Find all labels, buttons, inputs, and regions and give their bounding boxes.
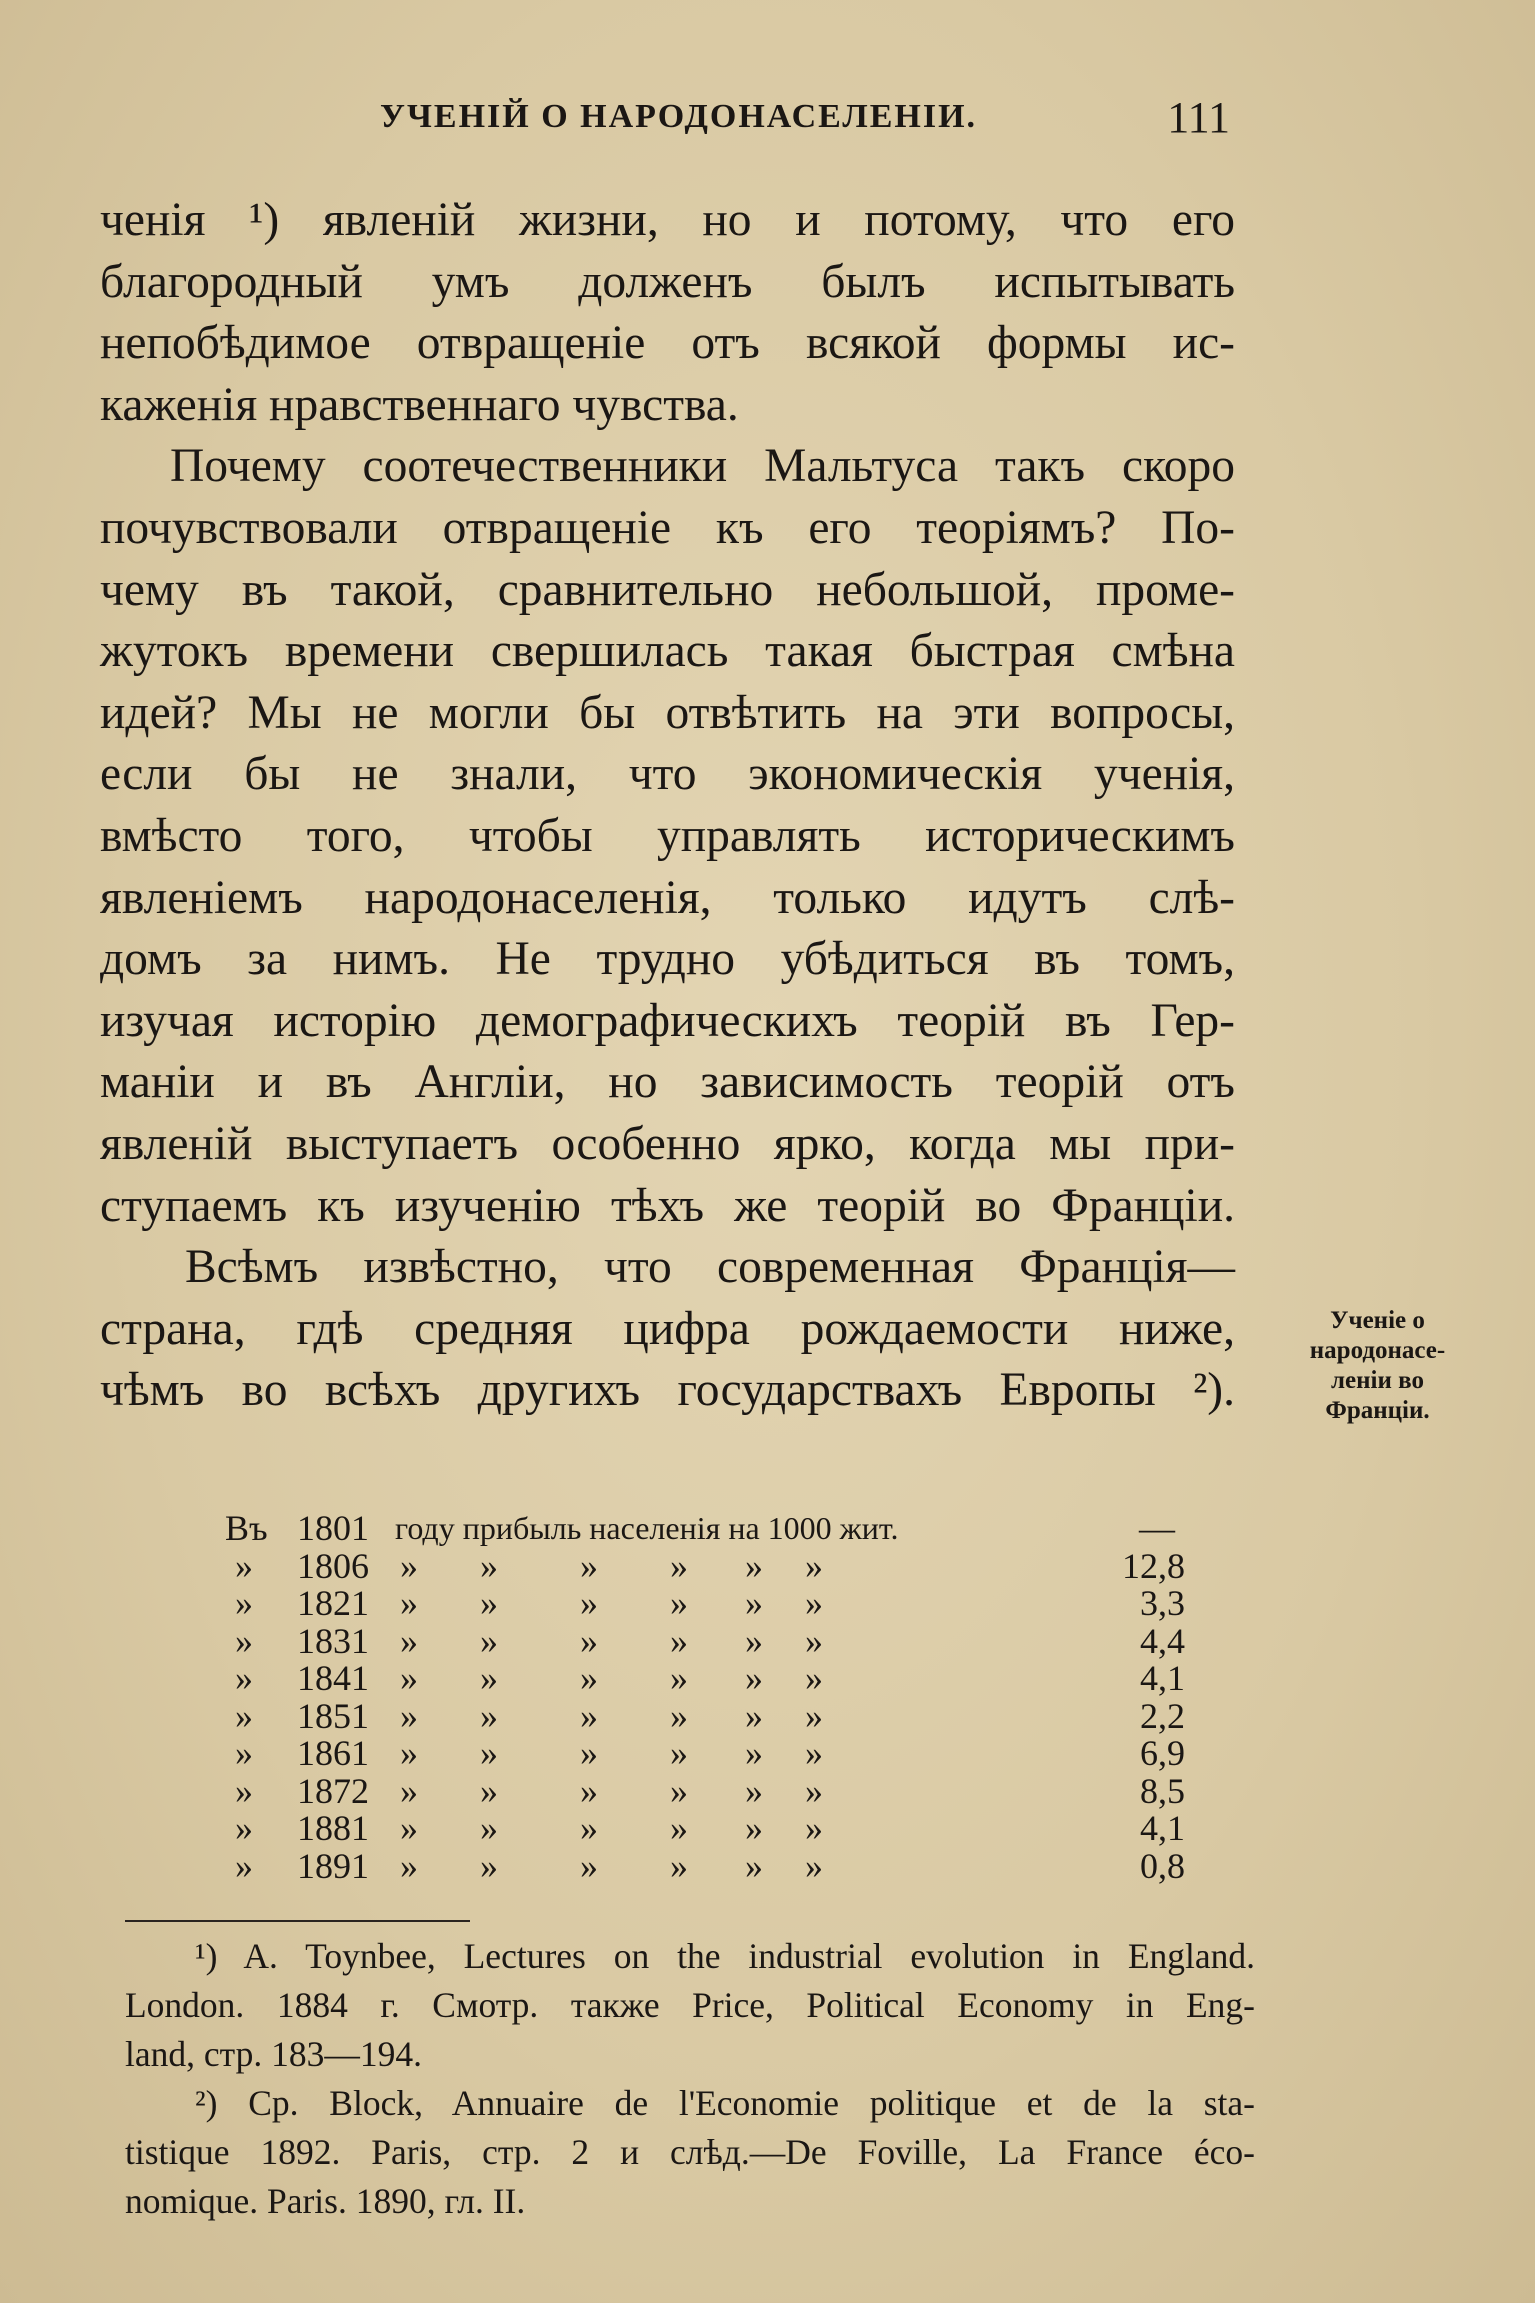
text-line: почувствовали отвращеніе къ его теоріямъ? По- [100,501,1235,554]
margin-note-line: Франціи. [1325,1397,1430,1424]
margin-note-line: леніи во [1331,1367,1424,1394]
table-ditto-mark: » [805,1695,823,1736]
table-ditto-mark: » [670,1658,688,1698]
text-line: маніи и въ Англіи, но зависимость теорій отъ [100,1056,1235,1109]
table-ditto-mark: » [805,1583,823,1623]
text-line: явленіемъ народонаселенія, только идутъ слѣ- [100,871,1235,924]
table-ditto-mark: » [745,1583,763,1623]
table-ditto-mark: » [670,1770,688,1811]
margin-note-line: народонасе- [1309,1337,1446,1364]
text-line: вмѣсто того, чтобы управлять историческимъ [100,809,1235,862]
table-ditto-mark: » [670,1733,688,1773]
table-ditto-mark: » [805,1808,823,1848]
text-line: благородный умъ долженъ былъ испытывать [100,255,1235,308]
table-year-cell: 1821 [297,1583,369,1623]
table-value-cell: 12,8 [1122,1545,1185,1586]
table-ditto-mark: » [580,1583,598,1623]
table-ditto-mark: » [580,1695,598,1736]
table-ditto-mark: » [670,1695,688,1736]
table-row [225,1585,1185,1623]
table-ditto-mark: » [400,1770,418,1811]
table-ditto-mark: » [580,1770,598,1811]
table-ditto-mark: » [235,1658,253,1698]
table-ditto-mark: » [235,1845,253,1886]
table-year-cell: 1881 [297,1808,369,1848]
table-year-cell: 1851 [297,1695,369,1736]
page-number: 111 [1167,93,1230,142]
table-ditto-mark: » [745,1658,763,1698]
footnote-line: tistique 1892. Paris, стр. 2 и слѣд.—De Foville, La France éco- [125,2132,1255,2172]
table-value-cell: 4,4 [1140,1620,1185,1661]
population-growth-table [225,1510,1185,1885]
table-value-cell: 0,8 [1140,1845,1185,1886]
text-line: страна, гдѣ средняя цифра рождаемости ниже, [100,1302,1235,1355]
table-row [225,1620,1185,1661]
table-value-cell: 8,5 [1140,1770,1185,1811]
table-ditto-mark: » [580,1620,598,1661]
table-ditto-mark: » [805,1620,823,1661]
table-ditto-mark: » [745,1808,763,1848]
table-ditto-mark: » [480,1808,498,1848]
table-ditto-mark: » [805,1770,823,1811]
text-line: непобѣдимое отвращеніе отъ всякой формы ис- [100,317,1235,370]
table-ditto-mark: » [480,1620,498,1661]
table-row [225,1545,1185,1586]
footnote-line: land, стр. 183—194. [125,2034,422,2074]
footnote-line: ¹) A. Toynbee, Lectures on the industrial evolution in England. [195,1936,1255,1976]
table-year-cell: 1831 [297,1620,369,1661]
table-ditto-mark: » [480,1545,498,1586]
table-head-dash: — [1139,1508,1175,1548]
table-ditto-mark: » [745,1620,763,1661]
table-ditto-mark: » [235,1620,253,1661]
table-ditto-mark: » [235,1808,253,1848]
table-header-row [225,1510,1185,1548]
table-year-cell: 1891 [297,1845,369,1886]
table-ditto-mark: » [805,1733,823,1773]
table-ditto-mark: » [480,1658,498,1698]
main-text [100,190,1235,1422]
table-ditto-mark: » [670,1583,688,1623]
table-ditto-mark: » [745,1770,763,1811]
text-line: Почему соотечественники Мальтуса такъ скоро [170,440,1235,493]
table-value-cell: 4,1 [1140,1808,1185,1848]
footnotes [125,1932,1255,2226]
table-head-year: 1801 [297,1508,369,1548]
table-row [225,1695,1185,1736]
footnote-line: London. 1884 г. Смотр. также Price, Political Economy in Eng- [125,1985,1255,2025]
table-value-cell: 6,9 [1140,1733,1185,1773]
text-line: жутокъ времени свершилась такая быстрая смѣна [100,625,1235,678]
table-year-cell: 1872 [297,1770,369,1811]
table-head-text: году прибыль населенія на 1000 жит. [395,1510,899,1546]
margin-note-line: Ученіе о [1330,1307,1425,1334]
table-ditto-mark: » [400,1733,418,1773]
text-line: явленій выступаетъ особенно ярко, когда мы при- [100,1117,1235,1170]
text-line: изучая исторію демографическихъ теорій въ Гер- [100,994,1235,1047]
table-ditto-mark: » [670,1808,688,1848]
margin-note [1290,1306,1465,1426]
table-ditto-mark: » [400,1845,418,1886]
table-value-cell: 2,2 [1140,1695,1185,1736]
table-ditto-mark: » [580,1845,598,1886]
footnote-line: nomique. Paris. 1890, гл. II. [125,2181,526,2221]
table-ditto-mark: » [580,1733,598,1773]
text-line: чему въ такой, сравнительно небольшой, проме- [100,563,1235,616]
table-value-cell: 4,1 [1140,1658,1185,1698]
table-ditto-mark: » [235,1695,253,1736]
text-line: ступаемъ къ изученію тѣхъ же теорій во Франціи. [100,1179,1235,1232]
table-ditto-mark: » [235,1583,253,1623]
table-ditto-mark: » [400,1695,418,1736]
table-row [225,1845,1185,1886]
table-ditto-mark: » [580,1658,598,1698]
text-line: если бы не знали, что экономическія ученія, [100,748,1235,801]
table-row [225,1810,1185,1848]
table-ditto-mark: » [745,1733,763,1773]
table-value-cell: 3,3 [1140,1583,1185,1623]
table-ditto-mark: » [400,1658,418,1698]
table-row [225,1770,1185,1811]
table-ditto-mark: » [235,1545,253,1586]
table-ditto-mark: » [480,1583,498,1623]
footnote-rule [125,1920,470,1922]
table-ditto-mark: » [480,1695,498,1736]
table-ditto-mark: » [235,1733,253,1773]
table-ditto-mark: » [805,1658,823,1698]
table-ditto-mark: » [480,1770,498,1811]
table-ditto-mark: » [400,1808,418,1848]
table-ditto-mark: » [400,1545,418,1586]
text-line: домъ за нимъ. Не трудно убѣдиться въ томъ, [100,933,1235,986]
table-ditto-mark: » [235,1770,253,1811]
text-line: ченія ¹) явленій жизни, но и потому, что его [100,194,1235,246]
table-ditto-mark: » [400,1583,418,1623]
table-row [225,1735,1185,1773]
table-row [225,1660,1185,1698]
table-ditto-mark: » [745,1845,763,1886]
table-ditto-mark: » [805,1845,823,1886]
page-header [100,92,1230,152]
table-ditto-mark: » [670,1845,688,1886]
footnote-line: ²) Ср. Block, Annuaire de l'Economie politique et de la sta- [195,2083,1255,2123]
table-ditto-mark: » [580,1808,598,1848]
table-ditto-mark: » [670,1545,688,1586]
text-line: идей? Мы не могли бы отвѣтить на эти вопросы, [100,686,1235,739]
table-year-cell: 1841 [297,1658,369,1698]
table-rows [225,1545,1185,1886]
table-head-prefix: Въ [225,1508,268,1548]
running-title: УЧЕНІЙ О НАРОДОНАСЕЛЕНІИ. [380,98,978,135]
table-ditto-mark: » [805,1545,823,1586]
table-ditto-mark: » [580,1545,598,1586]
table-ditto-mark: » [480,1733,498,1773]
table-ditto-mark: » [745,1695,763,1736]
text-line: каженія нравственнаго чувства. [100,378,739,431]
table-year-cell: 1861 [297,1733,369,1773]
table-year-cell: 1806 [297,1545,369,1586]
table-ditto-mark: » [400,1620,418,1661]
text-line: Всѣмъ извѣстно, что современная Франція— [185,1241,1235,1294]
text-line: чѣмъ во всѣхъ другихъ государствахъ Европы ²). [100,1364,1235,1417]
table-ditto-mark: » [480,1845,498,1886]
table-ditto-mark: » [670,1620,688,1661]
table-ditto-mark: » [745,1545,763,1586]
